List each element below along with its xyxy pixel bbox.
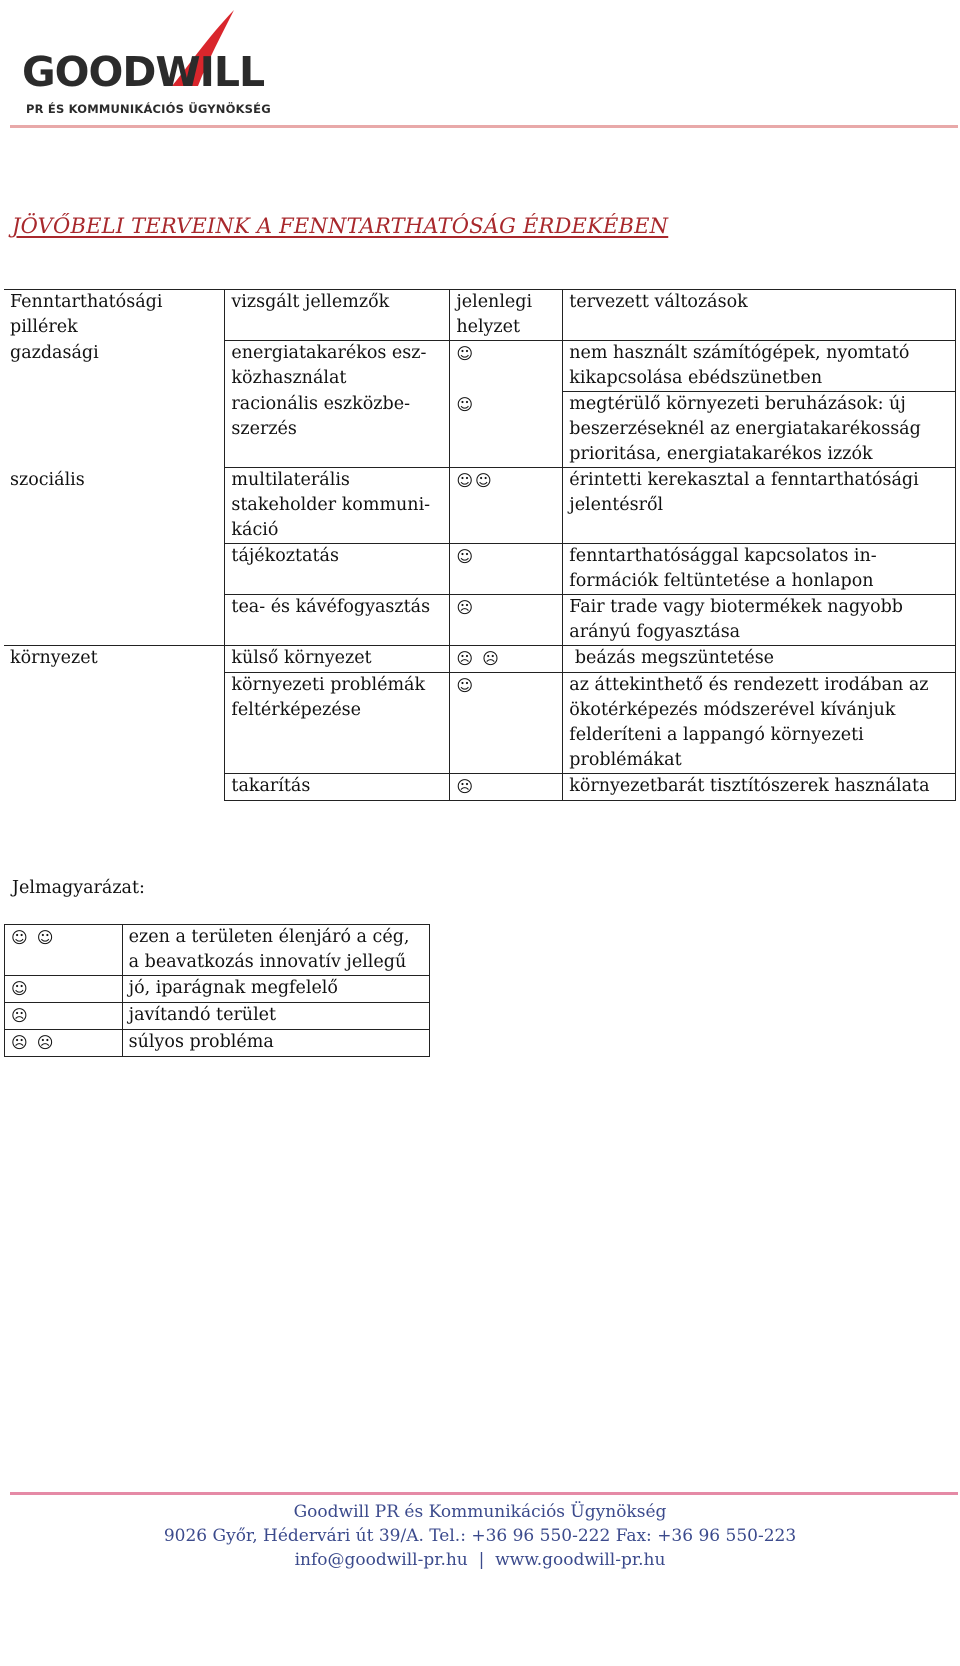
feature-cell: külső környezet [225, 646, 450, 673]
frown-icon: ☹ [456, 777, 475, 796]
table-row [4, 392, 956, 468]
legend-text: javítandó terület [122, 1003, 429, 1030]
legend-row [5, 925, 430, 976]
change-cell: Fair trade vagy biotermékek nagyobb arányú fogyasztása [563, 595, 956, 646]
header-divider [10, 125, 958, 128]
footer-address: 9026 Győr, Hédervári út 39/A. Tel.: +36 96 550-222 Fax: +36 96 550-223 [163, 1526, 797, 1546]
table-row [4, 544, 956, 595]
pillar-cell [4, 392, 225, 468]
legend-icon-cell [5, 925, 123, 976]
double-smiley-icon: ☺ ☺ [11, 928, 56, 947]
sustainability-plan-table [4, 289, 956, 801]
legend-icon-cell [5, 1030, 123, 1057]
footer-company: Goodwill PR és Kommunikációs Ügynökség [293, 1502, 667, 1522]
legend-row [5, 976, 430, 1003]
pillar-cell: szociális [10, 469, 85, 490]
change-cell: beázás megszüntetése [563, 646, 956, 673]
table-header-row [4, 290, 956, 341]
smiley-icon: ☺ [456, 547, 475, 566]
smiley-icon: ☺ [456, 676, 475, 695]
change-cell: fenntarthatósággal kapcsolatos információk feltüntetése a honlapon [563, 544, 956, 595]
legend-row [5, 1003, 430, 1030]
smiley-icon: ☺ [11, 979, 30, 998]
company-logo [22, 8, 272, 118]
pillar-cell [4, 595, 225, 646]
feature-cell: racionális eszközbeszerzés [225, 392, 450, 468]
legend-table [4, 924, 430, 1057]
change-cell: az áttekinthető és rendezett irodában az ökotérképezés módszerével kívánjuk felderíteni a lappangó környezeti problémákat [563, 673, 956, 774]
header-cell: vizsgált jellemzők [225, 290, 450, 341]
status-cell [450, 341, 563, 392]
feature-cell: energiatakarékos eszközhasználat [225, 341, 450, 392]
feature-cell: multilaterális stakeholder kommunikáció [225, 468, 450, 544]
header-cell: Fenntarthatósági pillérek [4, 290, 225, 341]
change-cell: érintetti kerekasztal a fenntarthatósági jelentésről [563, 468, 956, 544]
footer-contact[interactable]: info@goodwill-pr.hu | www.goodwill-pr.hu [294, 1550, 666, 1570]
double-frown-icon: ☹ ☹ [456, 649, 501, 668]
change-cell: környezetbarát tisztítószerek használata [563, 774, 956, 801]
status-cell [450, 544, 563, 595]
frown-icon: ☹ [11, 1006, 30, 1025]
header-cell: tervezett változások [563, 290, 956, 341]
pillar-cell [4, 774, 225, 801]
legend-icon-cell [5, 1003, 123, 1030]
table-row [4, 595, 956, 646]
table-row [4, 673, 956, 774]
feature-cell: tájékoztatás [225, 544, 450, 595]
page-footer [0, 1500, 960, 1572]
feature-cell: tea- és kávéfogyasztás [225, 595, 450, 646]
logo-wordmark: GOODWILL [22, 48, 265, 96]
legend-icon-cell [5, 976, 123, 1003]
status-cell [450, 646, 563, 673]
pillar-cell [4, 544, 225, 595]
pillar-cell: gazdasági [10, 342, 99, 363]
table-row [4, 646, 956, 673]
logo-subtitle: PR ÉS KOMMUNIKÁCIÓS ÜGYNÖKSÉG [26, 102, 271, 116]
status-cell [450, 595, 563, 646]
header-cell: jelenlegi helyzet [450, 290, 563, 341]
legend-text: ezen a területen élenjáró a cég, a beavatkozás innovatív jellegű [122, 925, 429, 976]
smiley-icon: ☺ [456, 394, 475, 414]
change-cell: megtérülő környezeti beruházások: új beszerzéseknél az energiatakarékosság prioritása, energiatakarékos izzók [563, 392, 956, 468]
double-smiley-icon: ☺☺ [456, 471, 494, 490]
footer-divider [10, 1492, 958, 1495]
status-cell [450, 392, 563, 468]
pillar-cell [4, 673, 225, 774]
table-row [4, 468, 956, 544]
status-cell [450, 468, 563, 544]
double-frown-icon: ☹ ☹ [11, 1033, 56, 1052]
change-cell: nem használt számítógépek, nyomtató kikapcsolása ebédszünetben [563, 341, 956, 392]
legend-text: súlyos probléma [122, 1030, 429, 1057]
legend-text: jó, iparágnak megfelelő [122, 976, 429, 1003]
table-row [4, 341, 956, 392]
feature-cell: takarítás [225, 774, 450, 801]
table-row [4, 774, 956, 801]
feature-cell: környezeti problémák feltérképezése [225, 673, 450, 774]
status-cell [450, 673, 563, 774]
smiley-icon: ☺ [456, 344, 475, 363]
page-title: JÖVŐBELI TERVEINK A FENNTARTHATÓSÁG ÉRDEKÉBEN [12, 214, 669, 238]
frown-icon: ☹ [456, 598, 475, 617]
legend-row [5, 1030, 430, 1057]
pillar-cell: környezet [4, 646, 225, 673]
status-cell [450, 774, 563, 801]
legend-title: Jelmagyarázat: [12, 878, 145, 898]
